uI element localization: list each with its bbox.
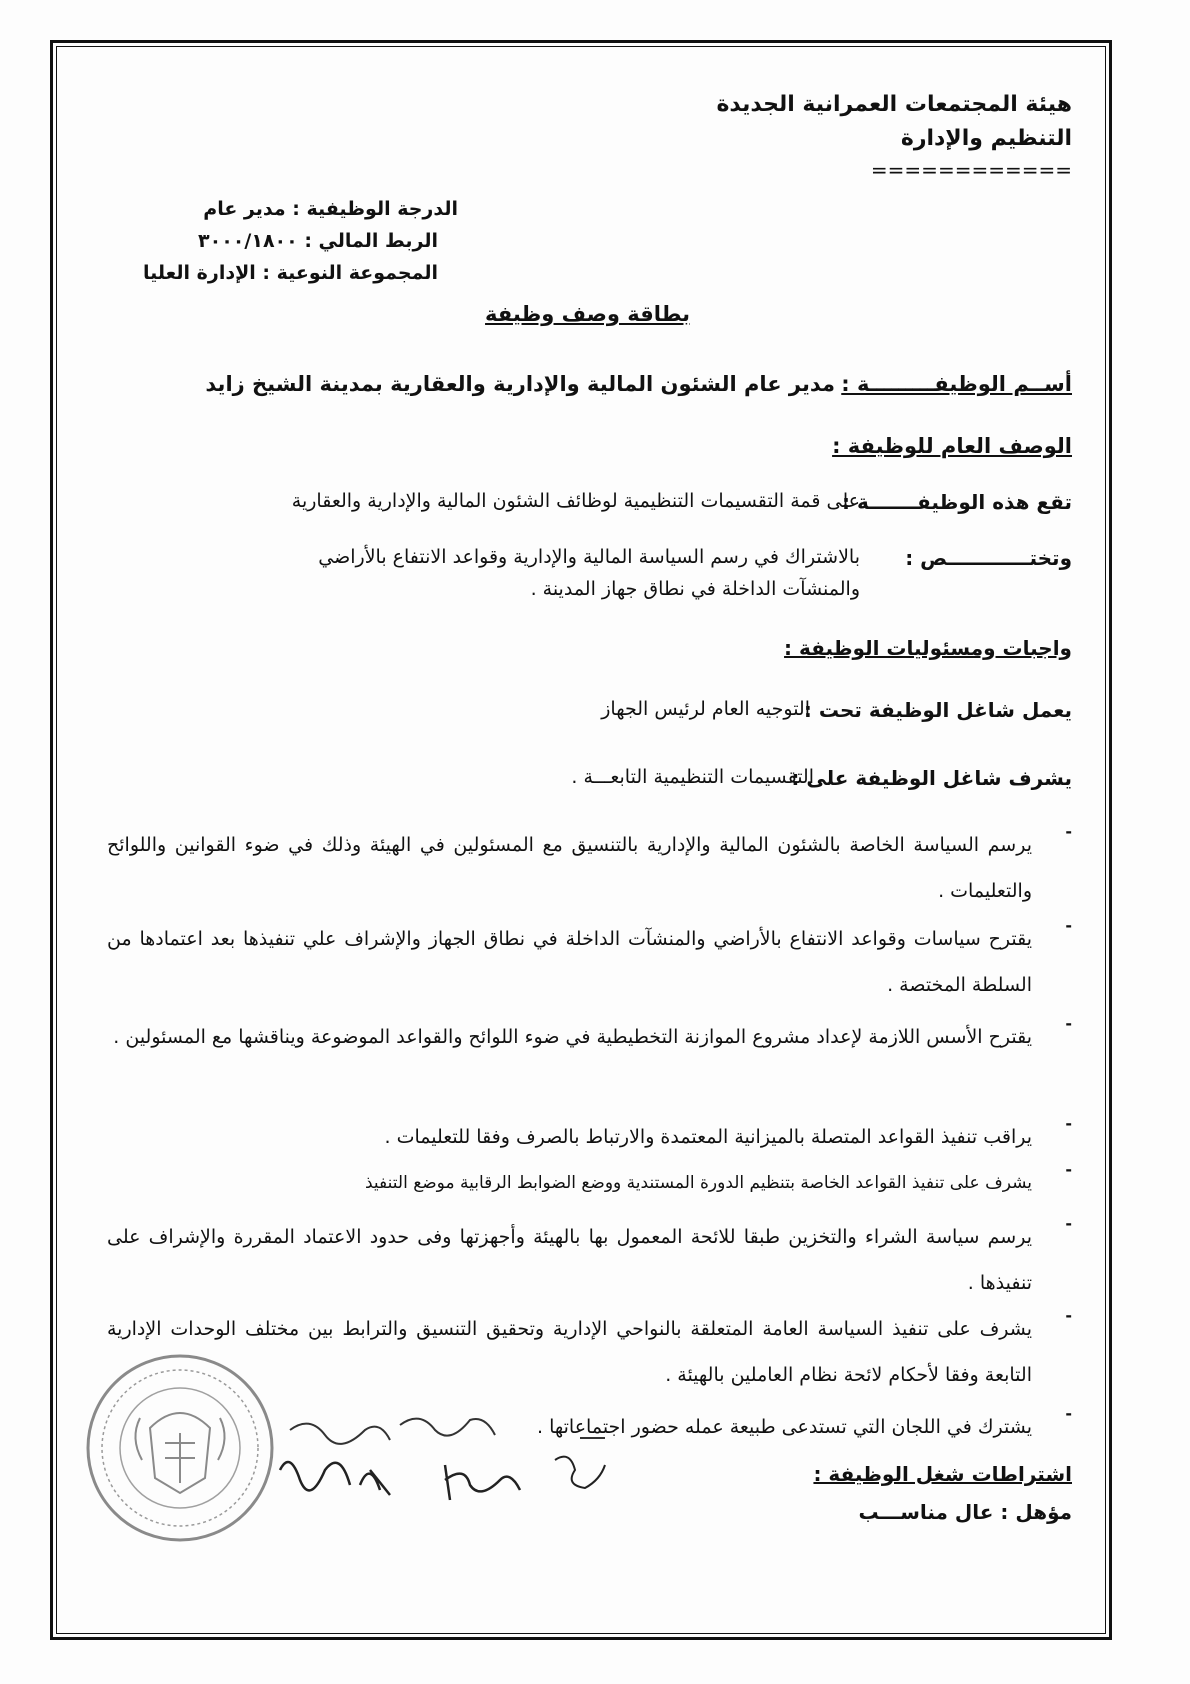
dept-name: التنظيم والإدارة	[900, 126, 1072, 151]
duty-item-text: يشرف على تنفيذ القواعد الخاصة بتنظيم الدورة المستندية ووضع الضوابط الرقابية موضع التنفيذ	[364, 1173, 1032, 1193]
duty-item-4	[107, 1114, 1072, 1160]
qualification: مؤهل : عال مناســـب	[858, 1500, 1072, 1524]
duty-item-1	[107, 822, 1072, 914]
located-value: على قمة التقسيمات التنظيمية لوظائف الشئون المالية والإدارية والعقارية	[291, 490, 860, 512]
bullet-dash: -	[1065, 1214, 1072, 1233]
official-seal	[80, 1348, 280, 1548]
bullet-dash: -	[1065, 1404, 1072, 1423]
bullet-dash: -	[1065, 1014, 1072, 1033]
org-name: هيئة المجتمعات العمرانية الجديدة	[716, 92, 1072, 117]
general-desc-label: الوصف العام للوظيفة :	[832, 434, 1072, 458]
handwritten-signatures	[270, 1410, 670, 1530]
job-grade: الدرجة الوظيفية : مدير عام	[203, 198, 458, 220]
located-label: تقع هذه الوظيفـــــــة :	[842, 490, 1072, 514]
duty-item-text: يراقب تنفيذ القواعد المتصلة بالميزانية المعتمدة والارتباط بالصرف وفقا للتعليمات .	[384, 1126, 1032, 1148]
requirements-label: اشتراطات شغل الوظيفة :	[813, 1462, 1072, 1486]
job-name-value: مدير عام الشئون المالية والإدارية والعقارية بمدينة الشيخ زايد	[205, 372, 835, 396]
duty-item-3	[107, 1014, 1072, 1060]
bullet-dash: -	[1065, 1306, 1072, 1325]
duty-item-5	[107, 1160, 1072, 1206]
duty-item-6	[107, 1214, 1072, 1306]
duty-item-text: يقترح الأسس اللازمة لإعداد مشروع الموازنة التخطيطية في ضوء اللوائح والقواعد الموضوعة ويناقشها مع المسئولين .	[113, 1026, 1032, 1048]
salary-range: الربط المالي : ٣٠٠٠/١٨٠٠	[198, 230, 438, 252]
works-under-label: يعمل شاغل الوظيفة تحت :	[803, 698, 1072, 722]
duty-item-text: يرسم سياسة الشراء والتخزين طبقا للائحة المعمول بها بالهيئة وأجهزتها وفى حدود الاعتماد المقررة والإشراف على تنفيذها .	[107, 1226, 1032, 1294]
specialty-value-2: والمنشآت الداخلة في نطاق جهاز المدينة .	[530, 578, 860, 600]
supervises-value: التقسيمات التنظيمية التابعـــة .	[571, 766, 814, 788]
duties-label: واجبات ومسئوليات الوظيفة :	[784, 636, 1072, 660]
job-group: المجموعة النوعية : الإدارة العليا	[143, 262, 438, 284]
works-under-value: التوجيه العام لرئيس الجهاز	[601, 698, 810, 720]
duty-item-text: يقترح سياسات وقواعد الانتفاع بالأراضي والمنشآت الداخلة في نطاق الجهاز والإشراف علي تنفيذها بعد اعتمادها من السلطة المختصة .	[107, 928, 1032, 996]
supervises-label: يشرف شاغل الوظيفة على :	[791, 766, 1072, 790]
page-title: بطاقة وصف وظيفة	[485, 302, 690, 326]
bullet-dash: -	[1065, 1114, 1072, 1133]
duty-item-text: يشترك في اللجان التي تستدعى طبيعة عمله حضور اجتماعاتها .	[537, 1416, 1032, 1438]
header-rule: ============	[870, 158, 1072, 182]
bullet-dash: -	[1065, 916, 1072, 935]
specialty-label: وتختــــــــــــص :	[905, 546, 1072, 570]
job-name-label: أســم الوظيفـــــــــة :	[841, 372, 1072, 396]
duty-item-2	[107, 916, 1072, 1008]
specialty-value-1: بالاشتراك في رسم السياسة المالية والإدارية وقواعد الانتفاع بالأراضي	[318, 546, 860, 568]
duty-item-text: يرسم السياسة الخاصة بالشئون المالية والإدارية بالتنسيق مع المسئولين في الهيئة وذلك في ضوء القوانين واللوائح والتعليمات .	[107, 834, 1032, 902]
bullet-dash: -	[1065, 822, 1072, 841]
duty-item-text: يشرف على تنفيذ السياسة العامة المتعلقة بالنواحي الإدارية وتحقيق التنسيق والترابط بين مختلف الوحدات الإدارية التابعة وفقا لأحكام لائحة نظام العاملين بالهيئة .	[107, 1318, 1032, 1386]
bullet-dash: -	[1065, 1160, 1072, 1179]
